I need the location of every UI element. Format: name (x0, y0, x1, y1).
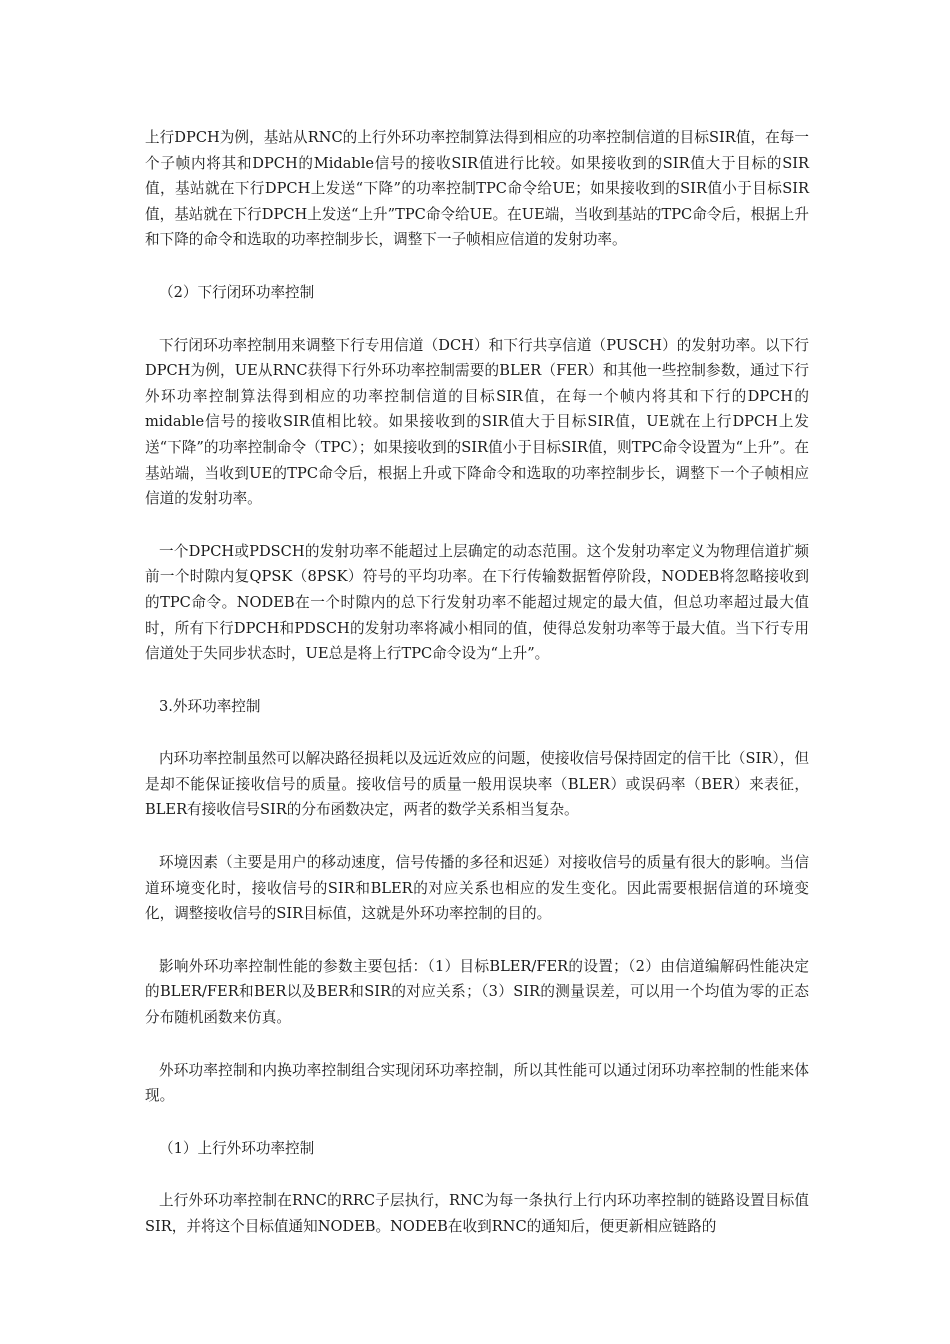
paragraph-uplink-outer-loop: 上行外环功率控制在RNC的RRC子层执行，RNC为每一条执行上行内环功率控制的链路设置目标值SIR，并将这个目标值通知NODEB。NODEB在收到RNC的通知后，便更新相应链路的 (145, 1192, 809, 1235)
heading-downlink-closed-loop: （2）下行闭环功率控制 (159, 283, 315, 301)
heading-uplink-outer-loop: （1）上行外环功率控制 (159, 1139, 315, 1157)
paragraph-inner-loop-limitation: 内环功率控制虽然可以解决路径损耗以及远近效应的问题，使接收信号保持固定的信干比（SIR），但是却不能保证接收信号的质量。接收信号的质量一般用误块率（BLER）或误码率（BER）来表征，BLER有接收信号SIR的分布函数决定，两者的数学关系相当复杂。 (145, 750, 809, 819)
paragraph-downlink-closed-loop: 下行闭环功率控制用来调整下行专用信道（DCH）和下行共享信道（PUSCH）的发射功率。以下行DPCH为例，UE从RNC获得下行外环功率控制需要的BLER（FER）和其他一些控制参数，通过下行外环功率控制算法得到相应的功率控制信道的目标SIR值，在每一个帧内将其和下行的DPCH的midable信号的接收SIR值相比较。如果接收到的SIR值大于目标SIR值，UE就在上行DPCH上发送“下降”的功率控制命令（TPC）；如果接收到的SIR值小于目标SIR值，则TPC命令设置为“上升”。在基站端，当收到UE的TPC命令后，根据上升或下降命令和选取的功率控制步长，调整下一个子帧相应信道的发射功率。 (145, 336, 809, 508)
paragraph-environment-factors: 环境因素（主要是用户的移动速度，信号传播的多径和迟延）对接收信号的质量有很大的影响。当信道环境变化时，接收信号的SIR和BLER的对应关系也相应的发生变化。因此需要根据信道的环境变化，调整接收信号的SIR目标值，这就是外环功率控制的目的。 (145, 854, 809, 923)
paragraph-outer-loop-parameters: 影响外环功率控制性能的参数主要包括：（1）目标BLER/FER的设置；（2）由信道编解码性能决定的BLER/FER和BER以及BER和SIR的对应关系；（3）SIR的测量误差，可以用一个均值为零的正态分布随机函数来仿真。 (145, 957, 809, 1027)
paragraph-dpch-pdsch-power-range: 一个DPCH或PDSCH的发射功率不能超过上层确定的动态范围。这个发射功率定义为物理信道扩频前一个时隙内复QPSK（8PSK）符号的平均功率。在下行传输数据暂停阶段，NODEB将忽略接收到的TPC命令。NODEB在一个时隙内的总下行发射功率不能超过规定的最大值，但总功率超过最大值时，所有下行DPCH和PDSCH的发射功率将减小相同的值，使得总发射功率等于最大值。当下行专用信道处于失同步状态时，UE总是将上行TPC命令设为“上升”。 (145, 542, 809, 663)
document-page (145, 125, 809, 1267)
paragraph-uplink-dpch-example: 上行DPCH为例，基站从RNC的上行外环功率控制算法得到相应的功率控制信道的目标SIR值，在每一个子帧内将其和DPCH的Midable信号的接收SIR值进行比较。如果接收到的SIR值大于目标的SIR值，基站就在下行DPCH上发送“下降”的功率控制TPC命令给UE；如果接收到的SIR值小于目标SIR值，基站就在下行DPCH上发送“上升”TPC命令给UE。在UE端，当收到基站的TPC命令后，根据上升和下降的命令和选取的功率控制步长，调整下一子帧相应信道的发射功率。 (145, 129, 809, 249)
heading-outer-loop: 3.外环功率控制 (159, 697, 261, 715)
paragraph-closed-loop-combination: 外环功率控制和内换功率控制组合实现闭环功率控制，所以其性能可以通过闭环功率控制的性能来体现。 (145, 1061, 809, 1105)
